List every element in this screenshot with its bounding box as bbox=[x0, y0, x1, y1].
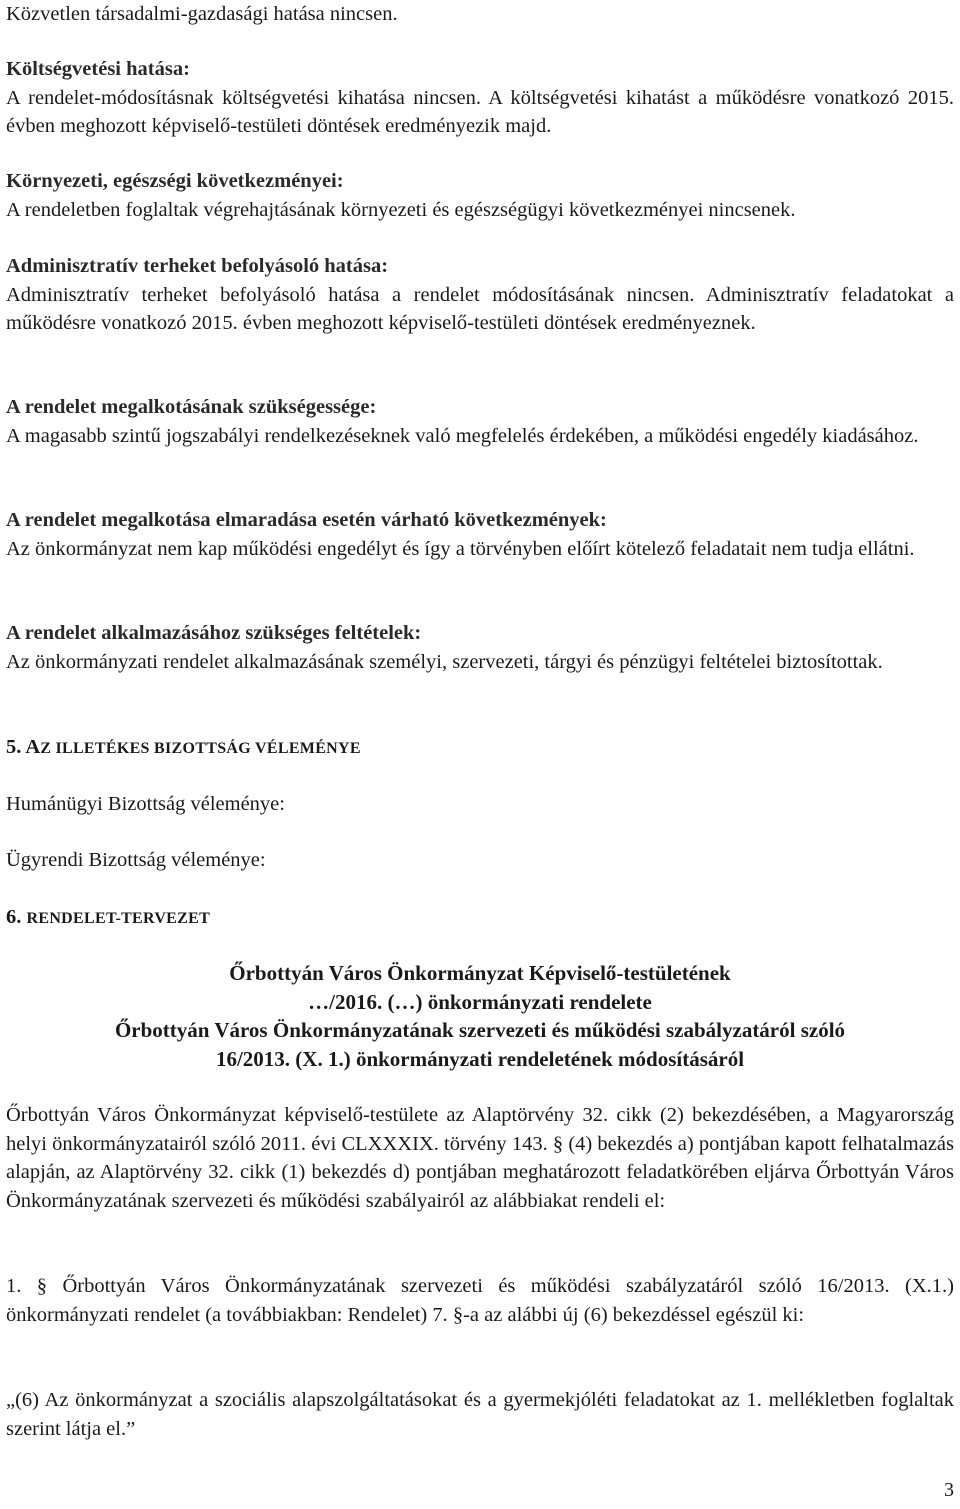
consequences-section bbox=[6, 506, 954, 563]
article-1-text: 1. § Őrbottyán Város Önkormányzatának szervezeti és működési szabályzatáról szóló 16/2013. (X.1.) önkormányzati rendelet (a továbbiakban: Rendelet) 7. §-a az alábbi új (6) bekezdéssel egészül ki: bbox=[6, 1275, 954, 1326]
admin-heading: Adminisztratív terheket befolyásoló hatása: bbox=[6, 255, 389, 277]
preamble-text: Őrbottyán Város Önkormányzat képviselő-testülete az Alaptörvény 32. cikk (2) bekezdésében, a Magyarország helyi önkormányzatairól szóló 2011. évi CLXXXIX. törvény 143. § (4) bekezdés a) pontjában kapott felhatalmazás alapján, az Alaptörvény 32. cikk (1) bekezdés d) pontjában meghatározott feladatkörében eljárva Őrbottyán Város Önkormányzatának szervezeti és működési szabályairól az alábbiakat rendeli el: bbox=[6, 1104, 954, 1212]
budget-text: A rendelet-módosításnak költségvetési kihatása nincsen. A költségvetési kihatást a működésre vonatkozó 2015. évben meghozott képviselő-testületi döntések eredményezik majd. bbox=[6, 86, 954, 137]
decree-title-line-4: 16/2013. (X. 1.) önkormányzati rendeletének módosításáról bbox=[215, 1046, 745, 1071]
environment-section bbox=[6, 167, 954, 224]
page-number: 3 bbox=[944, 1479, 954, 1501]
decree-title-line-3: Őrbottyán Város Önkormányzatának szervezeti és működési szabályzatáról szóló bbox=[114, 1018, 846, 1042]
necessity-section bbox=[6, 393, 954, 450]
committee-2 bbox=[6, 846, 954, 875]
preamble bbox=[6, 1101, 954, 1215]
section-6-number: 6. bbox=[6, 906, 22, 928]
committee-1-text: Humánügyi Bizottság véleménye: bbox=[6, 793, 285, 815]
consequences-heading: A rendelet megalkotása elmaradása esetén várható következmények: bbox=[6, 509, 607, 531]
decree-title-line-1: Őrbottyán Város Önkormányzat Képviselő-testületének bbox=[229, 961, 731, 985]
quoted-paragraph-text: „(6) Az önkormányzat a szociális alapszolgáltatásokat és a gyermekjóléti feladatokat az 1. mellékletben foglaltak szerint látja el.” bbox=[6, 1389, 954, 1440]
admin-text: Adminisztratív terheket befolyásoló hatása a rendelet módosításának nincsen. Adminisztratív feladatokat a működésre vonatkozó 2015. évben meghozott képviselő-testületi döntések eredményeznek. bbox=[6, 283, 954, 334]
section-6-title: RENDELET-TERVEZET bbox=[26, 910, 211, 927]
intro-line: Közvetlen társadalmi-gazdasági hatása nincsen. bbox=[6, 3, 398, 25]
section-5-number: 5. bbox=[6, 736, 22, 758]
section-5-title: Z ILLETÉKES BIZOTTSÁG VÉLEMÉNYE bbox=[40, 740, 361, 757]
decree-title-line-2: …/2016. (…) önkormányzati rendelete bbox=[308, 989, 652, 1014]
conditions-section bbox=[6, 619, 954, 676]
budget-heading: Költségvetési hatása: bbox=[6, 58, 190, 80]
environment-heading: Környezeti, egészségi következményei: bbox=[6, 170, 344, 192]
section-5-heading bbox=[6, 733, 954, 764]
conditions-heading: A rendelet alkalmazásához szükséges feltételek: bbox=[6, 622, 422, 644]
article-1 bbox=[6, 1272, 954, 1329]
committee-1 bbox=[6, 790, 954, 819]
conditions-text: Az önkormányzati rendelet alkalmazásának személyi, szervezeti, tárgyi és pénzügyi feltételei biztosítottak. bbox=[6, 650, 883, 673]
committee-2-text: Ügyrendi Bizottság véleménye: bbox=[6, 849, 266, 871]
section-5-first-letter: A bbox=[25, 736, 41, 758]
decree-title bbox=[6, 959, 954, 1073]
environment-text: A rendeletben foglaltak végrehajtásának környezeti és egészségügyi következményei nincsenek. bbox=[6, 198, 796, 221]
quoted-paragraph bbox=[6, 1386, 954, 1443]
consequences-text: Az önkormányzat nem kap működési engedélyt és így a törvényben előírt kötelező feladatait nem tudja ellátni. bbox=[6, 537, 915, 560]
intro-block bbox=[6, 0, 954, 29]
budget-section bbox=[6, 55, 954, 141]
necessity-heading: A rendelet megalkotásának szükségessége: bbox=[6, 396, 377, 418]
necessity-text: A magasabb szintű jogszabályi rendelkezéseknek való megfelelés érdekében, a működési engedély kiadásához. bbox=[6, 424, 919, 447]
admin-section bbox=[6, 252, 954, 338]
section-6-heading bbox=[6, 903, 954, 934]
